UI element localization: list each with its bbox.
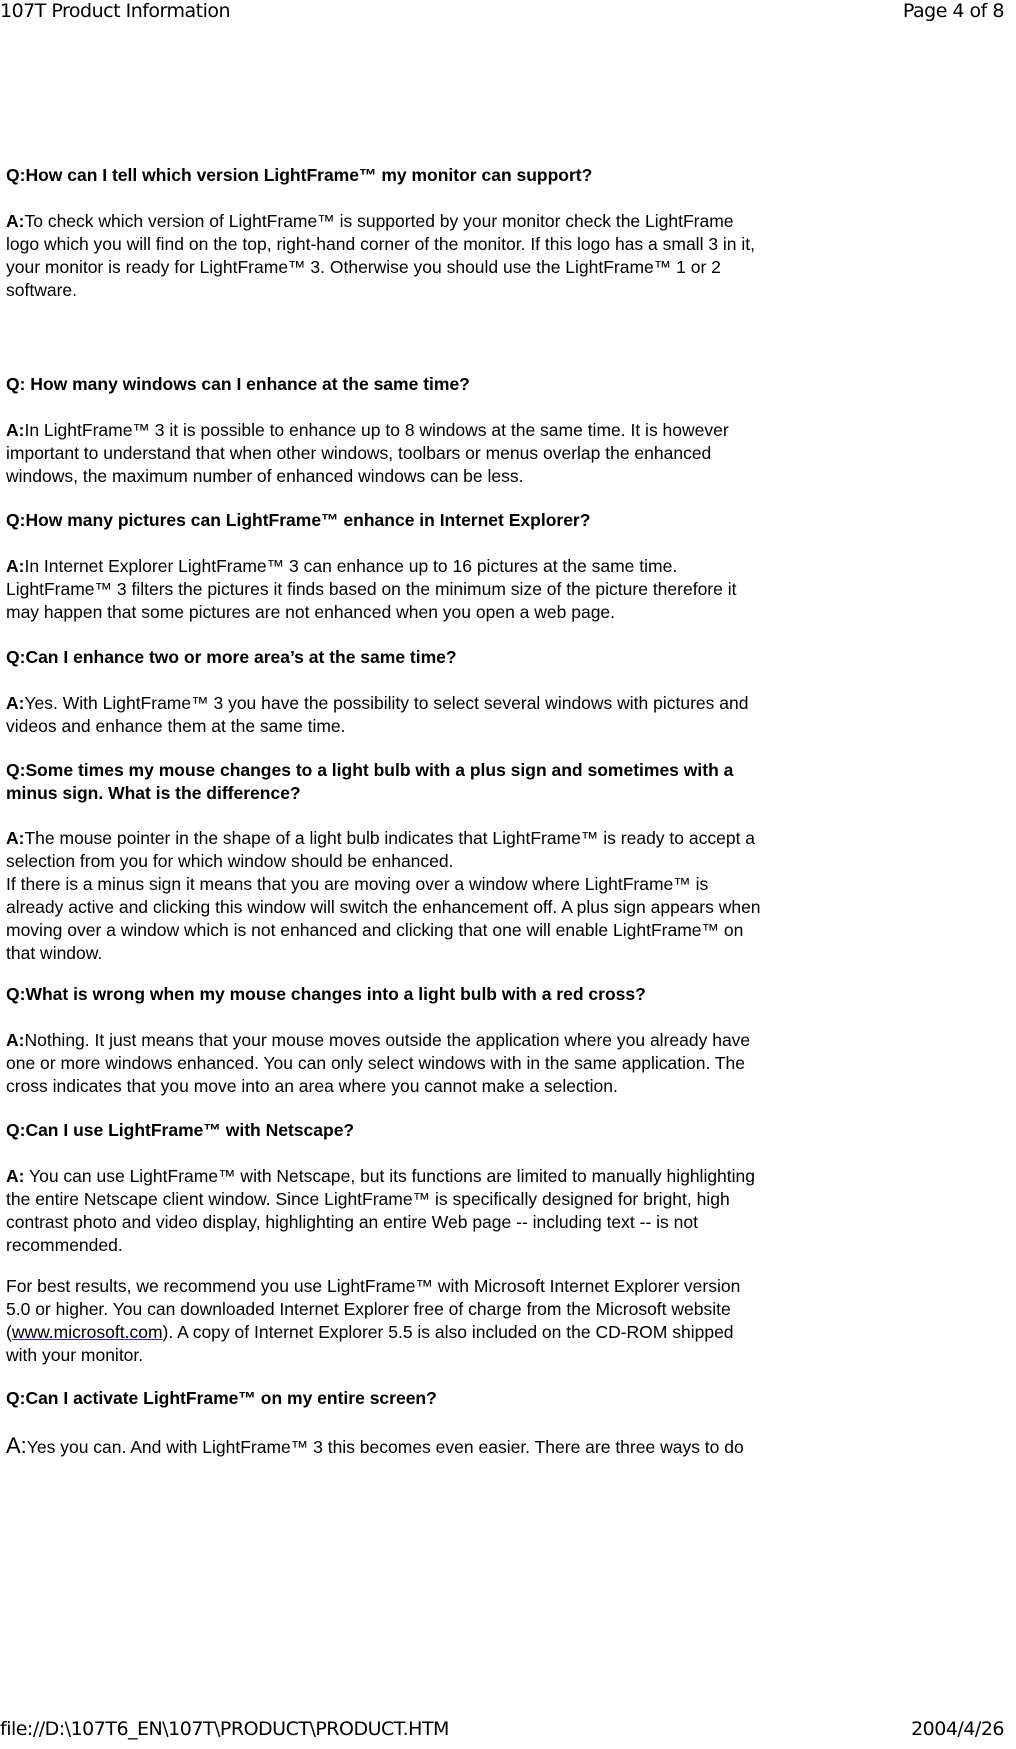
page-header: [0, 0, 1016, 28]
answer-label: A:: [6, 1030, 25, 1050]
faq-answer: A:To check which version of LightFrame™ is supported by your monitor check the LightFrame logo which you will find on the top, right-hand corner of the monitor. If this logo has a small 3 in it, your monitor is ready for LightFrame™ 3. Otherwise you should use the LightFrame™ 1 or 2 software.: [6, 211, 756, 300]
faq-question: Q:How many pictures can LightFrame™ enhance in Internet Explorer?: [6, 510, 591, 530]
faq-question: Q:Some times my mouse changes to a light bulb with a plus sign and sometimes with a minus sign. What is the difference?: [6, 760, 734, 803]
faq-answer-continued: For best results, we recommend you use LightFrame™ with Microsoft Internet Explorer version 5.0 or higher. You can downloaded Internet Explorer free of charge from the Microsoft website (www.microsoft.com). A copy of Internet Explorer 5.5 is also included on the CD-ROM shipped with your monitor.: [6, 1276, 741, 1365]
answer-label: A:: [6, 1433, 27, 1458]
faq-question: Q:Can I enhance two or more area’s at the same time?: [6, 647, 457, 667]
faq-answer: A:In LightFrame™ 3 it is possible to enhance up to 8 windows at the same time. It is however important to understand that when other windows, toolbars or menus overlap the enhanced windows, the maximum number of enhanced windows can be less.: [6, 420, 729, 486]
faq-question: Q:Can I activate LightFrame™ on my entire screen?: [6, 1388, 437, 1408]
answer-label: A:: [6, 828, 25, 848]
page-footer: [0, 1718, 1016, 1748]
faq-question: Q:What is wrong when my mouse changes into a light bulb with a red cross?: [6, 984, 646, 1004]
answer-label: A:: [6, 1166, 25, 1186]
faq-question: Q:Can I use LightFrame™ with Netscape?: [6, 1120, 355, 1140]
print-date: 2004/4/26: [911, 1718, 1004, 1740]
answer-label: A:: [6, 420, 25, 440]
faq-answer: A:In Internet Explorer LightFrame™ 3 can enhance up to 16 pictures at the same time. LightFrame™ 3 filters the pictures it finds based on the minimum size of the picture therefore it may happen that some pictures are not enhanced when you open a web page.: [6, 556, 737, 622]
faq-question: Q: How many windows can I enhance at the same time?: [6, 374, 470, 394]
answer-label: A:: [6, 693, 25, 713]
faq-answer: A:Nothing. It just means that your mouse moves outside the application where you already have one or more windows enhanced. You can only select windows with in the same application. The cross indicates that you move into an area where you cannot make a selection.: [6, 1030, 751, 1096]
faq-answer: A:Yes. With LightFrame™ 3 you have the possibility to select several windows with pictures and videos and enhance them at the same time.: [6, 693, 749, 736]
faq-answer: A: You can use LightFrame™ with Netscape, but its functions are limited to manually highlighting the entire Netscape client window. Since LightFrame™ is specifically designed for bright, high contrast photo and video display, highlighting an entire Web page -- including text -- is not recommended.: [6, 1166, 756, 1255]
document-title: 107T Product Information: [0, 0, 231, 22]
answer-label: A:: [6, 556, 25, 576]
microsoft-website-link[interactable]: www.microsoft.com: [11, 1322, 163, 1342]
answer-label: A:: [6, 211, 25, 231]
faq-answer: A:The mouse pointer in the shape of a light bulb indicates that LightFrame™ is ready to accept a selection from you for which window should be enhanced. If there is a minus sign it means that you are moving over a window where LightFrame™ is already active and clicking this window will switch the enhancement off. A plus sign appears when moving over a window which is not enhanced and clicking that one will enable LightFrame™ on that window.: [6, 828, 761, 963]
faq-answer: A:Yes you can. And with LightFrame™ 3 this becomes even easier. There are three ways to do: [6, 1433, 744, 1458]
file-path: file://D:\107T6_EN\107T\PRODUCT\PRODUCT.HTM: [0, 1718, 449, 1740]
page-number: Page 4 of 8: [902, 0, 1004, 22]
faq-question: Q:How can I tell which version LightFrame™ my monitor can support?: [6, 165, 593, 185]
